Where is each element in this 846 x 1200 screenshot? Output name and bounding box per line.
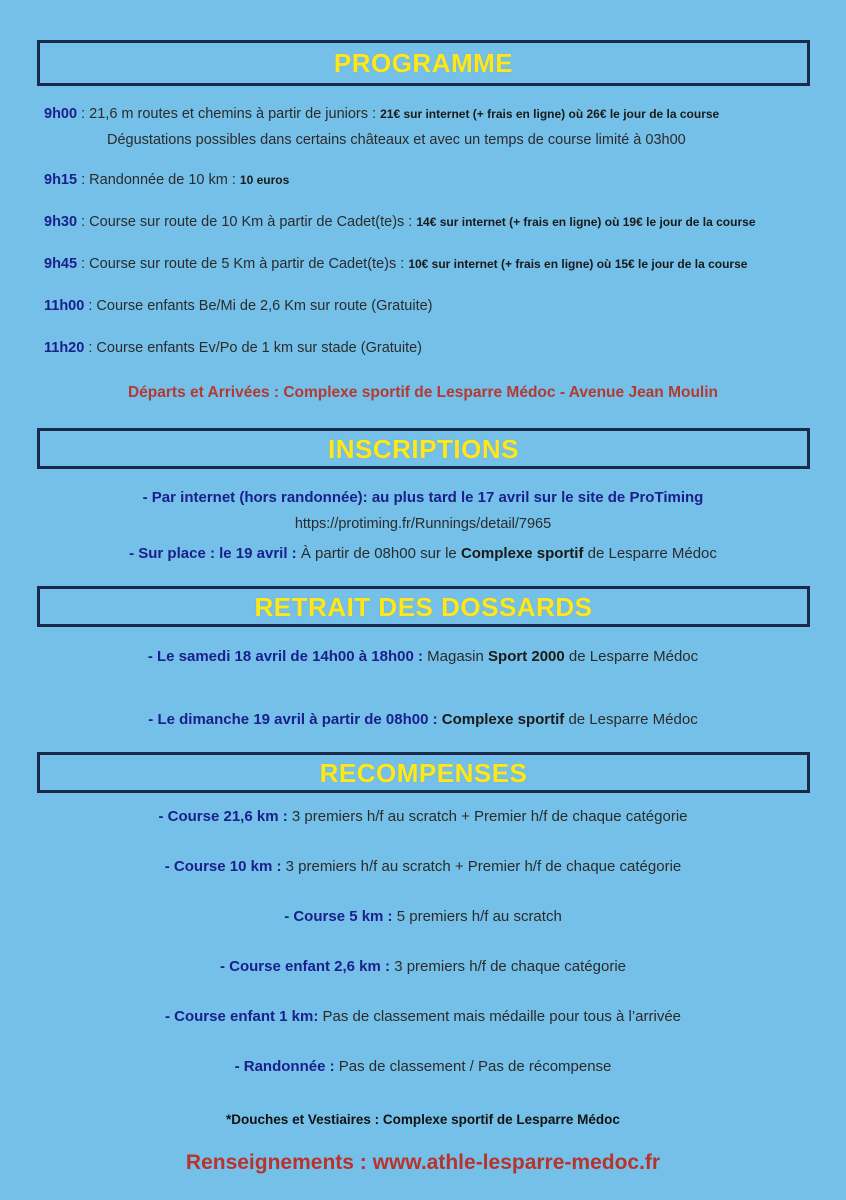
retrait-row-2 (0, 711, 846, 729)
footer-info-line[interactable] (0, 1150, 846, 1175)
recompense-row-6-lead: - Randonnée : (234, 1058, 339, 1075)
protiming-url[interactable]: https://protiming.fr/Runnings/detail/7965 (294, 516, 552, 532)
programme-entry-4 (44, 256, 747, 273)
section-header-inscriptions (37, 428, 810, 469)
recompense-row-5-rest: Pas de classement mais médaille pour tous à l’arrivée (318, 1008, 682, 1025)
section-header-recompenses (37, 752, 810, 793)
programme-entry-2-time: 9h15 (44, 172, 78, 188)
recompense-row-6 (0, 1058, 846, 1076)
inscriptions-onsite-rest-2: de Lesparre Médoc (583, 545, 717, 562)
retrait-row-1-rest-2: de Lesparre Médoc (564, 648, 699, 665)
programme-entry-1-sep: : (77, 106, 90, 122)
programme-entry-6-sep: : (84, 340, 97, 356)
recompense-row-3 (0, 908, 846, 926)
programme-entry-3-time: 9h30 (44, 214, 78, 230)
inscriptions-internet-line (0, 489, 846, 507)
recompense-row-3-lead: - Course 5 km : (284, 908, 397, 925)
recompense-row-1-rest: 3 premiers h/f au scratch + Premier h/f de chaque catégorie (291, 808, 688, 825)
programme-entry-1 (44, 106, 719, 123)
programme-entry-3-sep: : (77, 214, 90, 230)
recompense-row-4 (0, 958, 846, 976)
programme-entry-1-time: 9h00 (44, 106, 78, 122)
footer-info-text[interactable]: Renseignements : www.athle-lesparre-medoc.fr (185, 1151, 661, 1174)
retrait-row-2-rest-2: de Lesparre Médoc (564, 711, 698, 728)
recompense-row-4-rest: 3 premiers h/f de chaque catégorie (394, 958, 627, 975)
recompense-row-2 (0, 858, 846, 876)
programme-sub-note-text: Dégustations possibles dans certains châteaux et avec un temps de course limité à 03h00 (107, 132, 686, 148)
programme-entry-5-time: 11h00 (44, 298, 85, 314)
recompense-row-4-lead: - Course enfant 2,6 km : (219, 958, 395, 975)
programme-entry-6 (44, 340, 422, 357)
departures-line (0, 384, 846, 403)
section-title-recompenses: RECOMPENSES (319, 757, 528, 788)
inscriptions-onsite-lead: - Sur place : le 19 avril : (129, 545, 301, 562)
programme-entry-3-desc: Course sur route de 10 Km à partir de Cadet(te)s : (89, 214, 417, 230)
inscriptions-onsite-line (0, 545, 846, 563)
section-title-programme: PROGRAMME (333, 48, 514, 78)
recompense-row-5-lead: - Course enfant 1 km: (164, 1008, 319, 1025)
retrait-row-1 (0, 648, 846, 666)
retrait-row-1-venue: Sport 2000 (488, 648, 565, 665)
programme-entry-6-time: 11h20 (44, 340, 85, 356)
programme-entry-2-desc: Randonnée de 10 km : (89, 172, 240, 188)
programme-sub-note (107, 132, 686, 149)
footer-showers-text: *Douches et Vestiaires : Complexe sportif de Lesparre Médoc (226, 1112, 620, 1127)
section-header-retrait (37, 586, 810, 627)
programme-entry-2-price: 10 euros (239, 173, 290, 187)
programme-entry-1-desc: 21,6 m routes et chemins à partir de juniors : (89, 106, 381, 122)
programme-entry-2-sep: : (77, 172, 90, 188)
programme-entry-6-desc: Course enfants Ev/Po de 1 km sur stade (Gratuite) (96, 340, 423, 356)
inscriptions-internet-text: - Par internet (hors randonnée): au plus tard le 17 avril sur le site de ProTiming (142, 489, 704, 506)
programme-entry-4-price: 10€ sur internet (+ frais en ligne) où 15€ le jour de la course (408, 257, 748, 271)
recompense-row-3-rest: 5 premiers h/f au scratch (396, 908, 562, 925)
section-title-retrait: RETRAIT DES DOSSARDS (254, 591, 593, 622)
programme-entry-5-desc: Course enfants Be/Mi de 2,6 Km sur route (Gratuite) (96, 298, 433, 314)
footer-showers-line (0, 1112, 846, 1129)
retrait-row-1-lead: - Le samedi 18 avril de 14h00 à 18h00 : (147, 648, 428, 665)
retrait-row-1-rest-1: Magasin (427, 648, 489, 665)
section-title-inscriptions: INSCRIPTIONS (328, 433, 519, 464)
programme-entry-2 (44, 172, 289, 189)
programme-entry-4-sep: : (77, 256, 90, 272)
recompense-row-5 (0, 1008, 846, 1026)
recompense-row-6-rest: Pas de classement / Pas de récompense (338, 1058, 612, 1075)
retrait-row-2-venue: Complexe sportif (441, 711, 565, 728)
programme-entry-1-price: 21€ sur internet (+ frais en ligne) où 26€ le jour de la course (380, 107, 720, 121)
recompense-row-2-lead: - Course 10 km : (164, 858, 286, 875)
programme-entry-4-desc: Course sur route de 5 Km à partir de Cadet(te)s : (89, 256, 409, 272)
recompense-row-2-rest: 3 premiers h/f au scratch + Premier h/f de chaque catégorie (285, 858, 682, 875)
retrait-row-2-lead: - Le dimanche 19 avril à partir de 08h00 : (148, 711, 442, 728)
programme-entry-5-sep: : (84, 298, 97, 314)
inscriptions-onsite-rest-1: À partir de 08h00 sur le (300, 545, 461, 562)
inscriptions-url-line[interactable] (0, 516, 846, 533)
section-header-programme (37, 40, 810, 86)
programme-entry-5 (44, 298, 433, 315)
recompense-row-1 (0, 808, 846, 826)
programme-entry-4-time: 9h45 (44, 256, 78, 272)
departures-text: Départs et Arrivées : Complexe sportif de Lesparre Médoc - Avenue Jean Moulin (127, 384, 719, 401)
inscriptions-onsite-venue: Complexe sportif (460, 545, 584, 562)
programme-entry-3-price: 14€ sur internet (+ frais en ligne) où 19€ le jour de la course (416, 215, 756, 229)
programme-entry-3 (44, 214, 756, 231)
recompense-row-1-lead: - Course 21,6 km : (158, 808, 292, 825)
